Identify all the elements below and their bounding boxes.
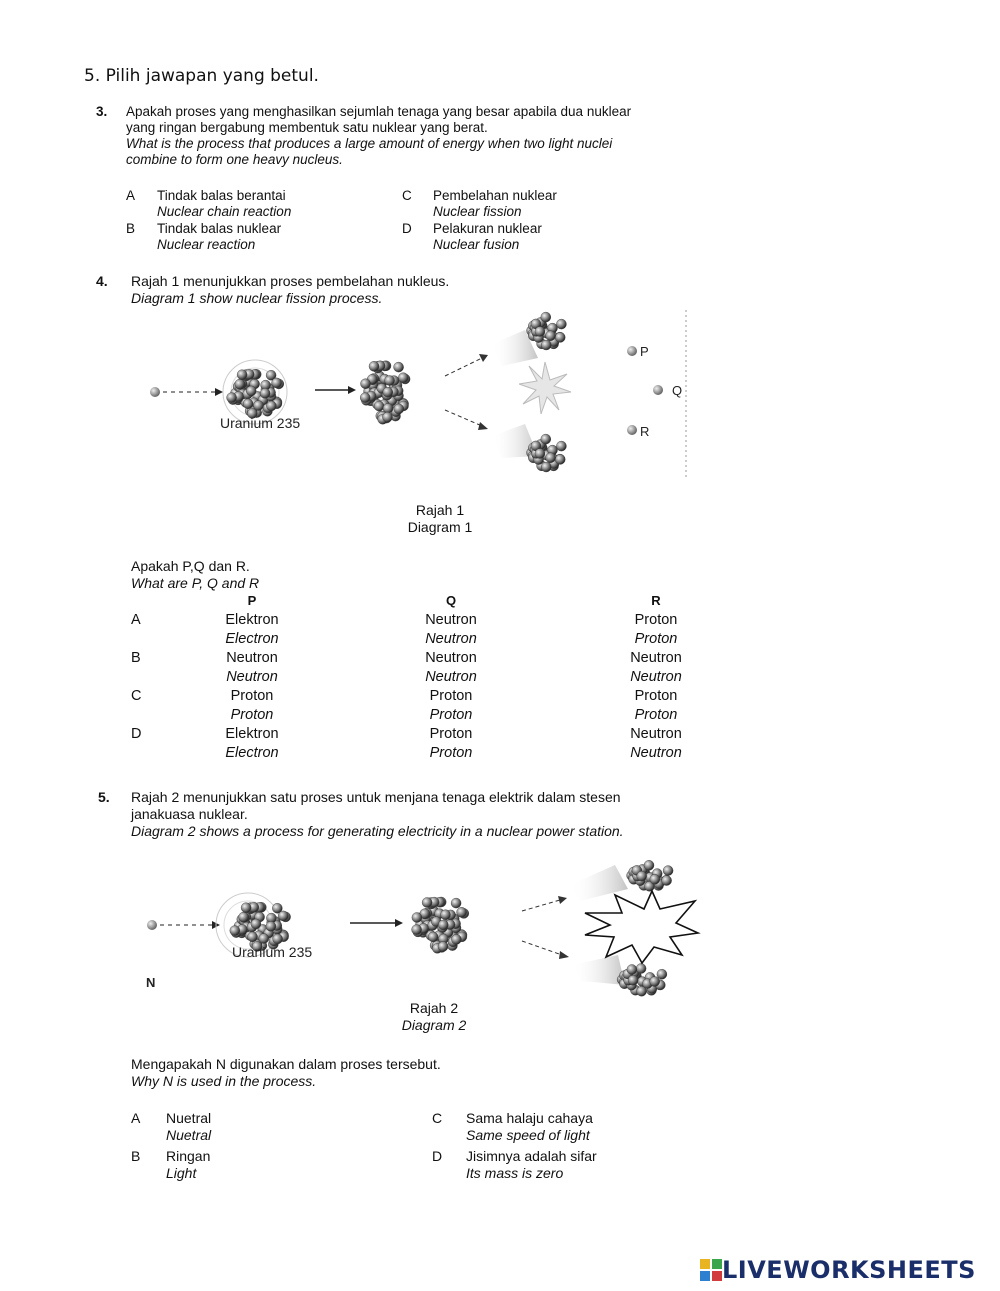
q3-option-b-en: Nuclear reaction (157, 237, 256, 252)
page-heading: 5. Pilih jawapan yang betul. (84, 66, 319, 86)
q5-option-d[interactable] (432, 1148, 597, 1182)
nucleon-icon (385, 376, 395, 386)
nucleon-icon (541, 434, 551, 444)
nucleon-icon (627, 965, 637, 975)
nucleon-icon (361, 379, 371, 389)
q3-text-en-2: combine to form one heavy nucleus. (126, 152, 343, 167)
diagram-1-uranium-label: Uranium 235 (220, 415, 301, 431)
q3-option-d-en: Nuclear fusion (433, 237, 520, 252)
q4-number: 4. (96, 273, 108, 289)
q3-option-c[interactable] (402, 188, 557, 220)
nucleon-icon (239, 912, 249, 922)
q3-text (126, 104, 631, 168)
nucleon-icon (369, 361, 379, 371)
table-header-p: P (247, 593, 257, 608)
nucleon-icon (663, 866, 673, 876)
nucleon-icon (360, 393, 370, 403)
q5-option-d-ms: Jisimnya adalah sifar (466, 1148, 597, 1164)
nucleon-icon (374, 401, 384, 411)
nucleon-icon (555, 454, 565, 464)
nucleon-icon (662, 876, 672, 886)
nucleon-icon (650, 977, 660, 987)
nucleon-icon (394, 404, 404, 414)
q3-option-a-en: Nuclear chain reaction (157, 204, 292, 219)
nucleon-icon (383, 403, 393, 413)
nucleon-icon (441, 910, 451, 920)
liveworksheets-logo (700, 1256, 976, 1284)
nucleon-icon (546, 331, 556, 341)
nucleon-icon (541, 340, 551, 350)
q3-text-ms-1: Apakah proses yang menghasilkan sejumlah tenaga yang besar apabila dua nuklear (126, 104, 632, 119)
q3-text-en-1: What is the process that produces a large amount of energy when two light nuclei (126, 136, 613, 151)
energy-burst-icon (585, 891, 698, 963)
q4-option-a-p: Elektron Electron (225, 612, 279, 647)
q3-option-d-ms: Pelakuran nuklear (433, 221, 542, 236)
q3-option-b-ms: Tindak balas nuklear (157, 221, 282, 236)
nucleon-icon (235, 379, 245, 389)
nucleon-icon (241, 903, 251, 913)
label-r: R (640, 424, 650, 439)
q4-option-a-letter[interactable]: A (131, 612, 141, 628)
nucleon-icon (457, 907, 467, 917)
q3-option-a[interactable] (126, 188, 291, 220)
diagram-2-caption-en: Diagram 2 (401, 1017, 467, 1033)
nucleon-icon (412, 913, 422, 923)
q4-option-b-q: Neutron Neutron (425, 650, 477, 685)
q3-option-c-letter: C (402, 188, 412, 203)
liveworksheets-brand: LIVEWORKSHEETS (722, 1256, 976, 1284)
q5-option-b-letter: B (131, 1148, 141, 1164)
q5-question-en: Why N is used in the process. (131, 1073, 317, 1089)
liveworksheets-logo-icon (700, 1259, 722, 1281)
nucleon-icon (383, 387, 393, 397)
q5-option-d-letter: D (432, 1148, 443, 1164)
q5-option-a-ms: Nuetral (166, 1110, 212, 1126)
nucleon-icon (251, 919, 261, 929)
q4-option-c-r: Proton Proton (634, 688, 678, 723)
label-n: N (146, 975, 156, 990)
q4-option-c-p: Proton Proton (230, 688, 274, 723)
q4-text (131, 273, 449, 307)
q5-option-c[interactable] (432, 1110, 593, 1144)
q5-option-c-letter: C (432, 1110, 443, 1126)
q4-option-a-r: Proton Proton (634, 612, 678, 647)
diagram-1-caption-en: Diagram 1 (407, 519, 473, 535)
nucleon-icon (237, 370, 247, 380)
nucleon-icon (248, 932, 258, 942)
q3-option-c-ms: Pembelahan nuklear (433, 188, 557, 203)
nucleon-icon (637, 871, 647, 881)
q4-option-b-letter[interactable]: B (131, 650, 141, 666)
q5-option-a-letter: A (131, 1110, 141, 1126)
nucleon-icon (556, 441, 566, 451)
fission-fragment-icon (527, 312, 567, 350)
q3-option-d[interactable] (402, 221, 542, 253)
q4-option-d-q: Proton Proton (429, 726, 473, 761)
q5-text-en: Diagram 2 shows a process for generating electricity in a nuclear power station. (131, 823, 624, 839)
particle-q-icon (653, 385, 663, 395)
nucleon-icon (227, 393, 237, 403)
nucleon-icon (541, 312, 551, 322)
q5-text-ms-1: Rajah 2 menunjukkan satu proses untuk menjana tenaga elektrik dalam stesen (131, 789, 621, 805)
q5-question (131, 1056, 441, 1090)
q5-option-b-ms: Ringan (166, 1148, 211, 1164)
q5-option-c-ms: Sama halaju cahaya (466, 1110, 593, 1126)
nucleon-icon (398, 373, 408, 383)
q3-option-a-ms: Tindak balas berantai (157, 188, 286, 203)
nucleon-icon (438, 942, 448, 952)
q3-option-b-letter: B (126, 221, 136, 236)
q5-number: 5. (98, 789, 110, 805)
label-p: P (640, 344, 649, 359)
diagram-1-caption (380, 502, 500, 536)
table-header-r: R (651, 593, 661, 608)
nucleon-icon (556, 319, 566, 329)
q4-question (131, 558, 259, 592)
nucleon-icon (650, 874, 660, 884)
diagram-2-caption (374, 1000, 494, 1034)
nucleon-icon (438, 920, 448, 930)
energy-burst-icon (519, 362, 571, 414)
particle-r-icon (627, 425, 637, 435)
nucleon-icon (273, 934, 283, 944)
q4-option-c-letter[interactable]: C (131, 688, 142, 704)
nucleon-icon (636, 964, 646, 974)
q4-question-en: What are P, Q and R (131, 575, 260, 591)
nucleon-icon (243, 399, 253, 409)
nucleon-icon (266, 921, 276, 931)
nucleon-icon (278, 911, 288, 921)
q5-text-ms-2: janakuasa nuklear. (131, 806, 248, 822)
particle-p-icon (627, 346, 637, 356)
q4-text-ms: Rajah 1 menunjukkan proses pembelahan nukleus. (131, 273, 450, 289)
q5-option-a[interactable] (131, 1110, 211, 1144)
nucleon-icon (412, 925, 422, 935)
table-header-q: Q (445, 593, 457, 608)
nucleon-icon (546, 453, 556, 463)
q5-option-b-en: Light (166, 1165, 197, 1181)
q4-option-d-letter[interactable]: D (131, 726, 142, 742)
fission-fragment-icon (627, 860, 674, 891)
unstable-nucleus-icon (360, 361, 410, 424)
q3-option-c-en: Nuclear fission (433, 204, 522, 219)
q5-option-b[interactable] (131, 1148, 210, 1182)
q5-question-ms: Mengapakah N digunakan dalam proses tersebut. (131, 1056, 441, 1072)
nucleon-icon (246, 386, 256, 396)
nucleon-icon (535, 327, 545, 337)
q3-option-a-letter: A (126, 188, 136, 203)
diagram-2-caption-ms: Rajah 2 (409, 1000, 459, 1016)
q4-option-b-p: Neutron Neutron (226, 650, 278, 685)
incoming-neutron (150, 387, 160, 397)
label-q: Q (672, 383, 683, 398)
nucleon-icon (535, 449, 545, 459)
neutron-n-icon (147, 920, 157, 930)
q3-option-b[interactable] (126, 221, 281, 253)
q5-option-d-en: Its mass is zero (466, 1165, 564, 1181)
q5-option-a-en: Nuetral (166, 1127, 212, 1143)
q5-option-c-en: Same speed of light (466, 1127, 590, 1143)
diagram-2-power-station (120, 855, 720, 1005)
nucleon-icon (422, 898, 432, 908)
fission-fragment-icon (617, 964, 667, 997)
nucleon-icon (394, 362, 404, 372)
q4-question-ms: Apakah P,Q dan R. (131, 558, 250, 574)
q4-option-d-r: Neutron Neutron (630, 726, 682, 761)
nucleon-icon (451, 898, 461, 908)
nucleon-icon (451, 934, 461, 944)
nucleon-icon (628, 975, 638, 985)
nucleon-icon (272, 378, 282, 388)
nucleon-icon (230, 926, 240, 936)
diagram-2-uranium-label: Uranium 235 (232, 944, 313, 960)
diagram-1-caption-ms: Rajah 1 (415, 502, 465, 518)
fission-fragment-icon (527, 434, 567, 472)
unstable-nucleus-icon (412, 897, 469, 953)
q4-option-b-r: Neutron Neutron (630, 650, 682, 685)
q4-option-a-q: Neutron Neutron (425, 612, 477, 647)
nucleon-icon (657, 969, 667, 979)
q4-option-c-q: Proton Proton (429, 688, 473, 723)
nucleon-icon (428, 932, 438, 942)
nucleon-icon (555, 332, 565, 342)
q4-text-en: Diagram 1 show nuclear fission process. (131, 290, 383, 306)
q3-number: 3. (96, 104, 108, 119)
q4-option-d-p: Elektron Electron (225, 726, 279, 761)
nucleon-icon (260, 388, 270, 398)
q5-text (131, 789, 624, 840)
nucleon-icon (383, 412, 393, 422)
nucleon-icon (266, 401, 276, 411)
q3-option-d-letter: D (402, 221, 412, 236)
nucleon-icon (541, 462, 551, 472)
nucleon-icon (259, 934, 269, 944)
diagram-1-fission (120, 306, 700, 496)
nucleon-icon (644, 860, 654, 870)
q3-text-ms-2: yang ringan bergabung membentuk satu nuklear yang berat. (126, 120, 488, 135)
